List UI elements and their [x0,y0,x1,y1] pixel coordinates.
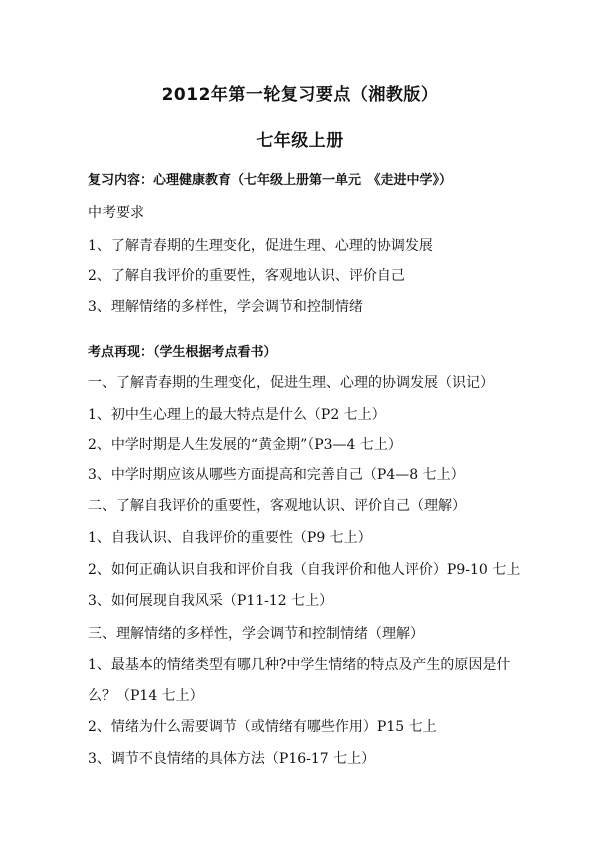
requirement-item: 2、了解自我评价的重要性，客观地认识、评价自己 [88,268,405,284]
list-item: 2、如何正确认识自我和评价自我（自我评价和他人评价）P9-10 七上 [88,562,521,578]
list-item: 2、情绪为什么需要调节（或情绪有哪些作用）P15 七上 [88,719,437,735]
list-item: 2、中学时期是人生发展的“黄金期”（P3—4 七上） [88,437,402,453]
list-item-continuation: 么？（P14 七上） [88,688,204,704]
section-title: 三、理解情绪的多样性，学会调节和控制情绪（理解） [88,626,424,642]
section-title: 一、了解青春期的生理变化，促进生理、心理的协调发展（识记） [88,375,494,391]
list-item: 1、自我认识、自我评价的重要性（P9 七上） [88,530,372,546]
list-item: 1、最基本的情绪类型有哪几种?中学生情绪的特点及产生的原因是什 [88,657,511,673]
key-points-heading: 考点再现：（学生根据考点看书） [88,345,277,360]
list-item: 3、如何展现自我风采（P11-12 七上） [88,593,334,609]
list-item: 3、中学时期应该从哪些方面提高和完善自己（P4—8 七上） [88,467,465,483]
requirement-item: 1、了解青春期的生理变化，促进生理、心理的协调发展 [88,238,433,254]
review-content-heading: 复习内容：心理健康教育（七年级上册第一单元 《走进中学》） [88,173,453,188]
list-item: 1、初中生心理上的最大特点是什么（P2 七上） [88,407,386,423]
list-item: 3、调节不良情绪的具体方法（P16-17 七上） [88,751,376,767]
section-title: 二、了解自我评价的重要性，客观地认识、评价自己（理解） [88,498,466,514]
document-title: 2012年第一轮复习要点（湘教版） [161,85,439,105]
document-subtitle: 七年级上册 [256,131,344,151]
requirement-item: 3、理解情绪的多样性，学会调节和控制情绪 [88,299,363,315]
exam-requirements-heading: 中考要求 [88,205,144,221]
